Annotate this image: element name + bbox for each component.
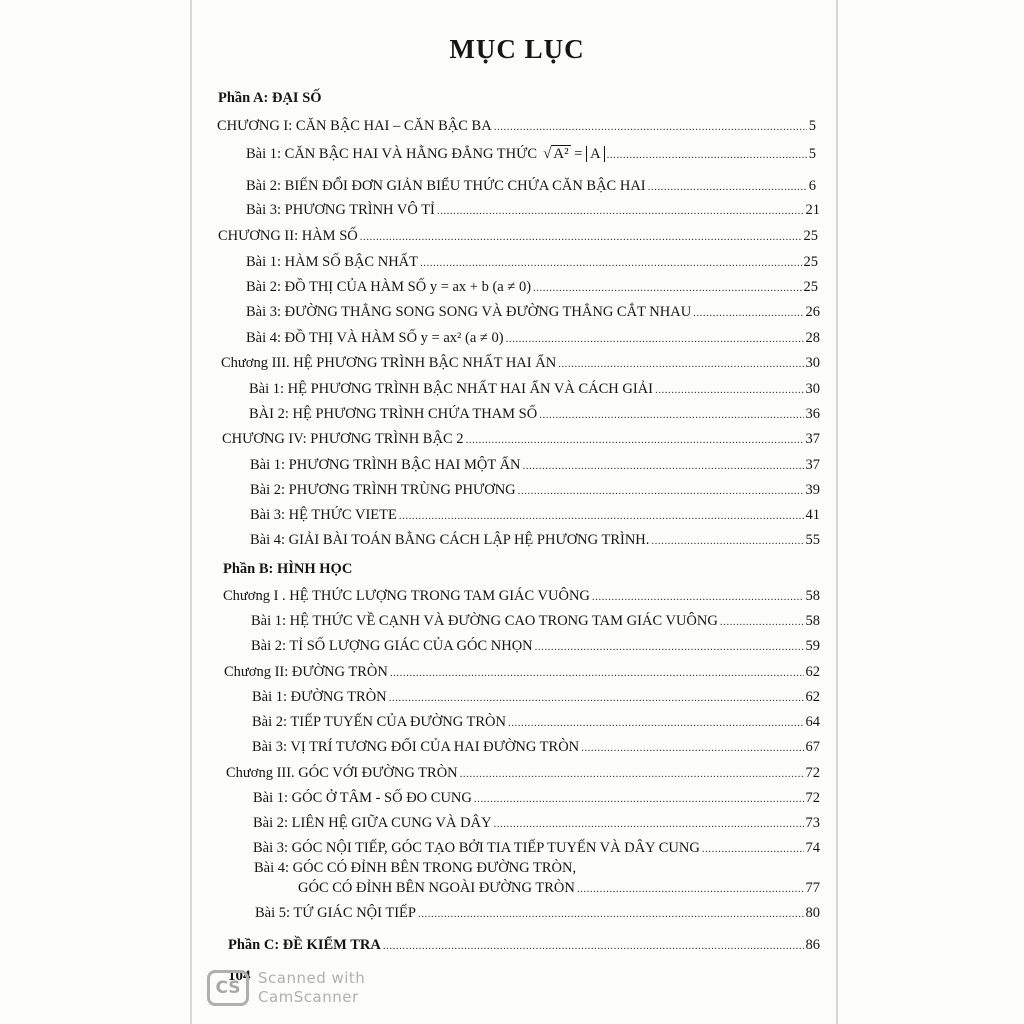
toc-entry[interactable]: Bài 2: LIÊN HỆ GIỮA CUNG VÀ DÂY ..... 73: [253, 814, 820, 833]
toc-entry-line1: Bài 4: GÓC CÓ ĐỈNH BÊN TRONG ĐƯỜNG TRÒN,: [254, 860, 577, 876]
toc-entry[interactable]: Bài 1: PHƯƠNG TRÌNH BẬC HAI MỘT ẨN ..... 37: [250, 456, 820, 475]
toc-entry[interactable]: BÀI 2: HỆ PHƯƠNG TRÌNH CHỨA THAM SỐ ..... 36: [249, 405, 820, 424]
toc-entry[interactable]: Bài 3: ĐƯỜNG THẲNG SONG SONG VÀ ĐƯỜNG THẲNG CẮT NHAU ..... 26: [246, 303, 820, 322]
toc-entry[interactable]: Bài 3: VỊ TRÍ TƯƠNG ĐỐI CỦA HAI ĐƯỜNG TRÒN ..... 67: [252, 738, 820, 757]
toc-entry[interactable]: CHƯƠNG IV: PHƯƠNG TRÌNH BẬC 2 ..... 37: [222, 430, 820, 449]
toc-entry[interactable]: Bài 3: HỆ THỨC VIETE ..... 41: [250, 506, 820, 525]
page-number: 104: [228, 968, 251, 984]
toc-entry[interactable]: Bài 2: ĐỒ THỊ CỦA HÀM SỐ y = ax + b (a ≠ 0) ..... 25: [246, 278, 818, 297]
toc-entry[interactable]: Bài 1: HÀM SỐ BẬC NHẤT ..... 25: [246, 253, 818, 272]
toc-entry[interactable]: Bài 3: GÓC NỘI TIẾP, GÓC TẠO BỞI TIA TIẾP TUYẾN VÀ DÂY CUNG ..... 74: [253, 839, 820, 858]
toc-entry[interactable]: Bài 1: GÓC Ở TÂM - SỐ ĐO CUNG ..... 72: [253, 789, 820, 808]
toc-entry-part-c[interactable]: Phần C: ĐỀ KIỂM TRA ..... 86: [228, 936, 820, 955]
watermark-line2: CamScanner: [258, 988, 359, 1006]
toc-entry[interactable]: Chương I . HỆ THỨC LƯỢNG TRONG TAM GIÁC VUÔNG ..... 58: [223, 587, 820, 606]
toc-entry[interactable]: Bài 4: GIẢI BÀI TOÁN BẰNG CÁCH LẬP HỆ PHƯƠNG TRÌNH. ..... 55: [250, 531, 820, 550]
formula-sqrt: √ A² = A: [543, 145, 605, 163]
toc-entry[interactable]: Bài 1: HỆ THỨC VỀ CẠNH VÀ ĐƯỜNG CAO TRONG TAM GIÁC VUÔNG ..... 58: [251, 612, 820, 631]
toc-entry[interactable]: Chương II: ĐƯỜNG TRÒN ..... 62: [224, 663, 820, 682]
toc-entry[interactable]: CHƯƠNG II: HÀM SỐ ..... 25: [218, 227, 818, 246]
toc-entry[interactable]: Bài 2: BIẾN ĐỔI ĐƠN GIẢN BIỂU THỨC CHỨA CĂN BẬC HAI ..... 6: [246, 177, 816, 196]
toc-entry[interactable]: Chương III. GÓC VỚI ĐƯỜNG TRÒN ..... 72: [226, 764, 820, 783]
toc-entry[interactable]: Bài 2: TIẾP TUYẾN CỦA ĐƯỜNG TRÒN ..... 64: [252, 713, 820, 732]
toc-entry[interactable]: Bài 1: ĐƯỜNG TRÒN ..... 62: [252, 688, 820, 707]
camscanner-logo-icon: CS: [207, 970, 249, 1006]
part-b-heading: Phần B: HÌNH HỌC: [223, 561, 353, 577]
toc-entry[interactable]: Bài 2: TỈ SỐ LƯỢNG GIÁC CỦA GÓC NHỌN ..... 59: [251, 637, 820, 656]
toc-entry[interactable]: GÓC CÓ ĐỈNH BÊN NGOÀI ĐƯỜNG TRÒN ..... 77: [298, 879, 820, 898]
toc-entry[interactable]: Chương III. HỆ PHƯƠNG TRÌNH BẬC NHẤT HAI ẨN ..... 30: [221, 354, 820, 373]
toc-entry[interactable]: Bài 2: PHƯƠNG TRÌNH TRÙNG PHƯƠNG ..... 39: [250, 481, 820, 500]
page-edge-right: [836, 0, 838, 1024]
part-a-heading: Phần A: ĐẠI SỐ: [218, 90, 322, 106]
toc-entry[interactable]: Bài 1: CĂN BẬC HAI VÀ HẰNG ĐẲNG THỨC √ A² = A ..... 5: [246, 145, 816, 164]
page-title: MỤC LỤC: [449, 34, 585, 64]
page-edge-left: [190, 0, 192, 1024]
toc-entry[interactable]: Bài 1: HỆ PHƯƠNG TRÌNH BẬC NHẤT HAI ẨN VÀ CÁCH GIẢI ..... 30: [249, 380, 820, 399]
toc-entry[interactable]: Bài 3: PHƯƠNG TRÌNH VÔ TỈ ..... 21: [246, 201, 820, 220]
toc-entry[interactable]: Bài 5: TỨ GIÁC NỘI TIẾP ..... 80: [255, 904, 820, 923]
toc-entry[interactable]: CHƯƠNG I: CĂN BẬC HAI – CĂN BẬC BA ..... 5: [217, 117, 816, 136]
watermark-line1: Scanned with: [258, 969, 366, 987]
toc-entry[interactable]: Bài 4: ĐỒ THỊ VÀ HÀM SỐ y = ax² (a ≠ 0) ..... 28: [246, 329, 820, 348]
